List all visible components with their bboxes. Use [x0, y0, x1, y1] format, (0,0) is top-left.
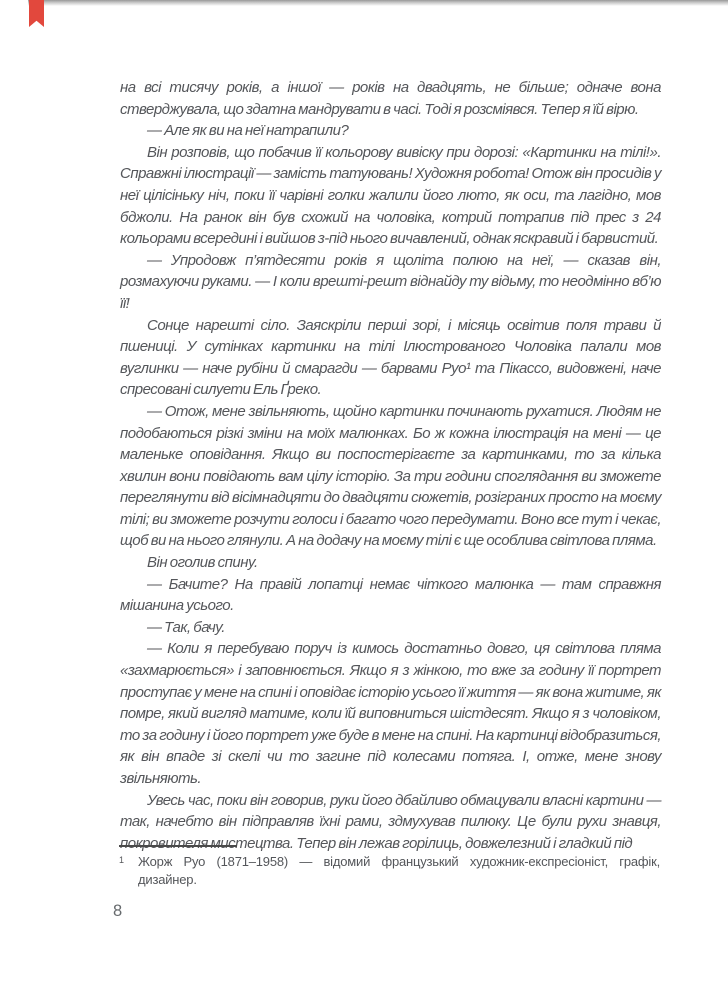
paragraph: — Так, бачу. [147, 618, 225, 636]
page-number: 8 [113, 902, 123, 920]
footnote-body: Жорж Руо (1871–1958) — відомий французький художник-експресіоніст, графік, дизайнер. [138, 854, 660, 887]
footnote-separator [119, 845, 237, 847]
text-block [120, 77, 661, 854]
paragraph: Він оголив спину. [147, 554, 258, 572]
page-top-shadow [28, 0, 728, 6]
paragraph: Сонце нарешті сіло. Заяскріли перші зорі, і місяць освітив поля трави й пшениці. У сутінках картинки на тілі Ілюстрованого Чоловіка палали мов вуглинки — наче рубіни й смарагди — барвами Руо¹ та Пікассо, видовжені, наче спресовані силуети Ель Ґреко. [120, 316, 661, 399]
bookmark-ribbon-icon[interactable] [29, 0, 44, 27]
paragraph: Він розповів, що побачив її кольорову вивіску при дорозі: «Картинки на тілі!». Справжні ілюстрації — замість татуювань! Художня робота! Отож він просидів у неї цілісіньку ніч, поки її чарівні голки жалили його люто, як оси, та лагідно, мов бджоли. На ранок він був схожий на чоловіка, котрий потрапив під прес з 24 кольорами всередині і вийшов з-під нього вичавлений, однак яскравий і барвистий. [120, 143, 661, 248]
paragraph: — Упродовж п’ятдесяти років я щоліта полюю на неї, — сказав він, розмахуючи руками. — І коли врешті-решт віднайду ту відьму, то неодмінно вб’ю її! [120, 251, 661, 312]
footnote-marker: 1 [119, 855, 124, 865]
paragraph: на всі тисячу років, а іншої — років на двадцять, не більше; одначе вона стверджувала, що здатна мандрувати в часі. Тоді я розсміявся. Тепер я їй вірю. [120, 79, 661, 118]
paragraph: — Отож, мене звільняють, щойно картинки починають рухатися. Людям не подобаються різкі зміни на моїх малюнках. Бо ж кожна ілюстрація на мені — це маленьке оповідання. Якщо ви поспостерігаєте за картинками, то за кілька хвилин вони повідають вам цілу історію. За три години споглядання ви зможете переглянути від вісімнадцяти до двадцяти сюжетів, розіграних просто на моєму тілі; ви зможете розчути голоси і багато чого передумати. Воно все тут і чекає, щоб ви на нього глянули. А на додачу на моєму тілі є ще особлива світлова пляма. [120, 402, 661, 550]
footnote [119, 845, 660, 888]
paragraph: — Коли я перебуваю поруч із кимось достатньо довго, ця світлова пляма «захмарюється» і заповнюється. Якщо я з жінкою, то вже за годину її портрет проступає у мене на спині і оповідає історію усього її життя — як вона житиме, як помре, який вигляд матиме, коли їй виповниться шістдесят. Якщо я з чоловіком, то за годину і його портрет уже буде в мене на спині. На картинці відобразиться, як він впаде зі скелі чи то загине під колесами потяга. І, отже, мене знову звільняють. [120, 640, 661, 787]
footnote-text [119, 853, 660, 888]
paragraph: — Бачите? На правій лопатці немає чіткого малюнка — там справжня мішанина усього. [120, 575, 661, 615]
paragraph: — Але як ви на неї натрапили? [147, 122, 349, 140]
paragraph: Увесь час, поки він говорив, руки його дбайливо обмацували власні картини — так, начебто він підправляв їхні рами, здмухував пилюку. Це були рухи знавця, покровителя мистецтва. Тепер він лежав горілиць, довжелезний і гладкий під [120, 791, 661, 852]
